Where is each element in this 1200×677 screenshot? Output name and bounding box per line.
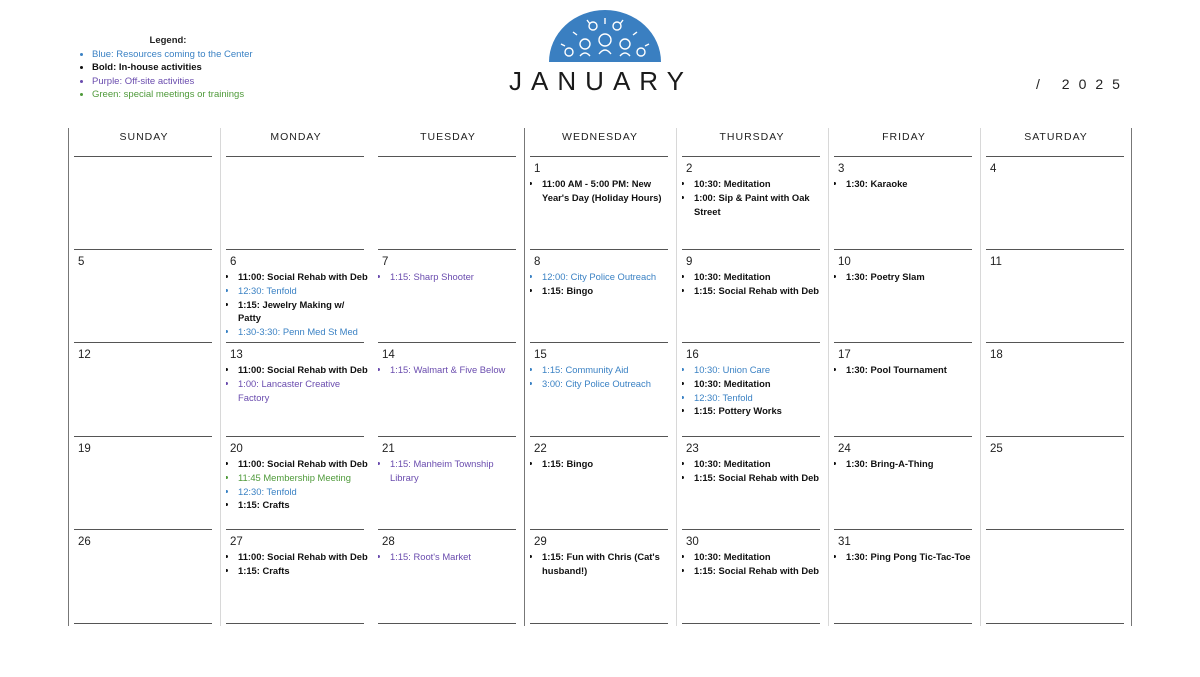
event-item[interactable]: • 1:30: Poetry Slam bbox=[846, 270, 976, 284]
day-cell[interactable] bbox=[986, 255, 1128, 340]
day-cell[interactable] bbox=[986, 442, 1128, 527]
event-list bbox=[682, 550, 824, 578]
column-divider bbox=[980, 128, 981, 626]
day-number bbox=[382, 162, 520, 176]
cell-rule bbox=[834, 529, 972, 530]
event-item[interactable]: • 11:00: Social Rehab with Deb bbox=[238, 550, 368, 564]
day-cell[interactable] bbox=[74, 255, 216, 340]
event-item[interactable]: • 1:15: Crafts bbox=[238, 564, 368, 578]
cell-rule bbox=[834, 342, 972, 343]
day-number bbox=[990, 535, 1128, 549]
legend-item-blue: • Blue: Resources coming to the Center bbox=[92, 48, 338, 62]
event-list bbox=[530, 550, 672, 578]
cell-rule bbox=[378, 529, 516, 530]
event-item[interactable]: • 11:00: Social Rehab with Deb bbox=[238, 270, 368, 284]
cell-rule bbox=[74, 529, 212, 530]
cell-rule bbox=[834, 249, 972, 250]
day-cell[interactable] bbox=[986, 162, 1128, 247]
cell-rule bbox=[74, 249, 212, 250]
day-number bbox=[230, 162, 368, 176]
event-item[interactable]: • 1:15: Crafts bbox=[238, 498, 368, 512]
day-number: 10 bbox=[838, 256, 851, 268]
event-item[interactable]: • 1:15: Social Rehab with Deb bbox=[694, 564, 824, 578]
weekday-header: FRIDAY bbox=[882, 131, 926, 143]
day-number: 26 bbox=[78, 536, 91, 548]
cell-rule bbox=[226, 156, 364, 157]
event-list bbox=[530, 270, 672, 298]
sunburst-logo-icon bbox=[547, 10, 663, 62]
column-divider bbox=[1131, 128, 1132, 626]
weekday-header: WEDNESDAY bbox=[562, 131, 638, 143]
event-list bbox=[834, 177, 976, 191]
cell-rule bbox=[530, 436, 668, 437]
event-item[interactable]: • 1:15: Sharp Shooter bbox=[390, 270, 520, 284]
event-item[interactable]: • 10:30: Meditation bbox=[694, 550, 824, 564]
day-number: 2 bbox=[686, 163, 693, 175]
day-cell[interactable] bbox=[226, 255, 368, 340]
day-cell[interactable] bbox=[74, 535, 216, 620]
cell-rule bbox=[378, 436, 516, 437]
day-cell[interactable] bbox=[986, 535, 1128, 620]
day-cell[interactable] bbox=[682, 255, 824, 340]
event-list bbox=[226, 457, 368, 512]
cell-rule bbox=[226, 436, 364, 437]
day-cell[interactable] bbox=[226, 442, 368, 527]
cell-rule bbox=[74, 342, 212, 343]
cell-rule bbox=[986, 529, 1124, 530]
cell-rule bbox=[378, 156, 516, 157]
day-cell[interactable] bbox=[378, 255, 520, 340]
event-item[interactable]: • 11:00: Social Rehab with Deb bbox=[238, 363, 368, 377]
day-number: 28 bbox=[382, 536, 395, 548]
event-item[interactable]: • 1:15: Walmart & Five Below bbox=[390, 363, 520, 377]
day-cell[interactable] bbox=[682, 535, 824, 620]
cell-rule bbox=[834, 623, 972, 624]
cell-rule bbox=[682, 249, 820, 250]
event-list bbox=[682, 457, 824, 485]
event-item[interactable]: • 12:30: Tenfold bbox=[238, 485, 368, 499]
cell-rule bbox=[226, 249, 364, 250]
day-number: 18 bbox=[990, 349, 1003, 361]
cell-rule bbox=[226, 529, 364, 530]
legend-item-bold: • Bold: In-house activities bbox=[92, 61, 338, 75]
weekday-header: TUESDAY bbox=[420, 131, 476, 143]
day-number: 1 bbox=[534, 163, 541, 175]
day-number: 4 bbox=[990, 163, 997, 175]
event-item[interactable]: • 1:30: Ping Pong Tic-Tac-Toe bbox=[846, 550, 976, 564]
event-item[interactable]: • 1:00: Lancaster Creative Factory bbox=[238, 377, 368, 405]
event-item[interactable]: • 1:15: Community Aid bbox=[542, 363, 672, 377]
day-number: 27 bbox=[230, 536, 243, 548]
day-cell[interactable] bbox=[682, 348, 824, 433]
event-list bbox=[834, 550, 976, 564]
day-cell[interactable] bbox=[682, 162, 824, 247]
day-number: 29 bbox=[534, 536, 547, 548]
day-cell[interactable] bbox=[226, 348, 368, 433]
day-cell[interactable] bbox=[530, 535, 672, 620]
event-list bbox=[834, 363, 976, 377]
legend-item-green: • Green: special meetings or trainings bbox=[92, 88, 338, 102]
day-cell[interactable] bbox=[834, 442, 976, 527]
day-number: 9 bbox=[686, 256, 693, 268]
event-item[interactable]: • 1:30: Karaoke bbox=[846, 177, 976, 191]
event-list bbox=[226, 363, 368, 404]
day-number: 20 bbox=[230, 443, 243, 455]
event-item[interactable]: • 1:15: Social Rehab with Deb bbox=[694, 284, 824, 298]
event-item[interactable]: • 1:30: Bring-A-Thing bbox=[846, 457, 976, 471]
event-item[interactable]: • 12:00: City Police Outreach bbox=[542, 270, 672, 284]
day-cell[interactable] bbox=[682, 442, 824, 527]
event-list bbox=[378, 457, 520, 485]
day-number: 25 bbox=[990, 443, 1003, 455]
cell-rule bbox=[986, 342, 1124, 343]
event-list bbox=[226, 550, 368, 578]
day-number bbox=[78, 162, 216, 176]
event-item[interactable]: • 10:30: Meditation bbox=[694, 177, 824, 191]
day-cell[interactable] bbox=[378, 348, 520, 433]
column-divider bbox=[524, 128, 525, 626]
event-item[interactable]: • 10:30: Union Care bbox=[694, 363, 824, 377]
day-cell[interactable] bbox=[378, 442, 520, 527]
event-item[interactable]: • 1:15: Bingo bbox=[542, 284, 672, 298]
cell-rule bbox=[682, 436, 820, 437]
day-cell[interactable] bbox=[834, 535, 976, 620]
day-number: 21 bbox=[382, 443, 395, 455]
cell-rule bbox=[74, 436, 212, 437]
event-item[interactable]: • 1:15: Jewelry Making w/ Patty bbox=[238, 298, 368, 326]
cell-rule bbox=[682, 529, 820, 530]
day-cell[interactable] bbox=[834, 255, 976, 340]
event-list bbox=[834, 457, 976, 471]
legend-title: Legend: bbox=[149, 35, 187, 46]
event-item[interactable]: • 1:30: Pool Tournament bbox=[846, 363, 976, 377]
event-list bbox=[378, 270, 520, 284]
cell-rule bbox=[378, 342, 516, 343]
day-number: 31 bbox=[838, 536, 851, 548]
day-cell[interactable] bbox=[226, 535, 368, 620]
cell-rule bbox=[378, 249, 516, 250]
event-list bbox=[226, 270, 368, 339]
column-divider bbox=[828, 128, 829, 626]
event-item[interactable]: • 3:00: City Police Outreach bbox=[542, 377, 672, 391]
legend-list bbox=[78, 48, 338, 102]
event-item[interactable]: • 1:15: Pottery Works bbox=[694, 404, 824, 418]
day-number: 19 bbox=[78, 443, 91, 455]
day-number: 16 bbox=[686, 349, 699, 361]
day-number: 11 bbox=[990, 256, 1002, 268]
cell-rule bbox=[74, 623, 212, 624]
weekday-header: SATURDAY bbox=[1024, 131, 1088, 143]
cell-rule bbox=[834, 436, 972, 437]
cell-rule bbox=[986, 156, 1124, 157]
event-list bbox=[682, 177, 824, 218]
day-number: 14 bbox=[382, 349, 395, 361]
day-cell[interactable] bbox=[226, 162, 368, 247]
day-number: 23 bbox=[686, 443, 699, 455]
event-item[interactable]: • 1:15: Social Rehab with Deb bbox=[694, 471, 824, 485]
day-number: 8 bbox=[534, 256, 541, 268]
cell-rule bbox=[834, 156, 972, 157]
event-item[interactable]: • 12:30: Tenfold bbox=[694, 391, 824, 405]
event-item[interactable]: • 1:30-3:30: Penn Med St Med bbox=[238, 325, 368, 339]
column-divider bbox=[220, 128, 221, 626]
day-cell[interactable] bbox=[74, 162, 216, 247]
event-item[interactable]: • 1:15: Bingo bbox=[542, 457, 672, 471]
cell-rule bbox=[682, 623, 820, 624]
event-list bbox=[530, 363, 672, 391]
day-number: 12 bbox=[78, 349, 91, 361]
cell-rule bbox=[530, 623, 668, 624]
cell-rule bbox=[530, 249, 668, 250]
event-item[interactable]: • 1:15: Manheim Township Library bbox=[390, 457, 520, 485]
day-cell[interactable] bbox=[986, 348, 1128, 433]
event-list bbox=[682, 363, 824, 418]
cell-rule bbox=[986, 623, 1124, 624]
day-number: 15 bbox=[534, 349, 547, 361]
cell-rule bbox=[226, 342, 364, 343]
event-list bbox=[530, 177, 672, 205]
cell-rule bbox=[226, 623, 364, 624]
cell-rule bbox=[530, 342, 668, 343]
cell-rule bbox=[530, 156, 668, 157]
cell-rule bbox=[682, 342, 820, 343]
calendar-grid bbox=[68, 128, 1132, 626]
event-item[interactable]: • 1:15: Fun with Chris (Cat's husband!) bbox=[542, 550, 672, 578]
legend bbox=[78, 34, 338, 102]
day-number: 3 bbox=[838, 163, 845, 175]
event-list bbox=[530, 457, 672, 471]
event-item[interactable]: • 12:30: Tenfold bbox=[238, 284, 368, 298]
day-cell[interactable] bbox=[834, 162, 976, 247]
cell-rule bbox=[530, 529, 668, 530]
day-number: 13 bbox=[230, 349, 243, 361]
weekday-header: SUNDAY bbox=[119, 131, 169, 143]
event-item[interactable]: • 10:30: Meditation bbox=[694, 457, 824, 471]
event-item[interactable]: • 1:00: Sip & Paint with Oak Street bbox=[694, 191, 824, 219]
day-number: 7 bbox=[382, 256, 389, 268]
legend-item-purple: • Purple: Off-site activities bbox=[92, 75, 338, 89]
day-cell[interactable] bbox=[834, 348, 976, 433]
day-cell[interactable] bbox=[74, 442, 216, 527]
event-item[interactable]: • 10:30: Meditation bbox=[694, 377, 824, 391]
day-cell[interactable] bbox=[378, 162, 520, 247]
day-number: 6 bbox=[230, 256, 237, 268]
event-list bbox=[378, 363, 520, 377]
weekday-header: MONDAY bbox=[270, 131, 322, 143]
day-number: 30 bbox=[686, 536, 699, 548]
year-label: / 2025 bbox=[1036, 76, 1129, 92]
event-item[interactable]: • 11:00: Social Rehab with Deb bbox=[238, 457, 368, 471]
day-number: 24 bbox=[838, 443, 851, 455]
day-number: 17 bbox=[838, 349, 851, 361]
cell-rule bbox=[986, 249, 1124, 250]
day-number: 5 bbox=[78, 256, 85, 268]
event-item[interactable]: • 11:00 AM - 5:00 PM: New Year's Day (Holiday Hours) bbox=[542, 177, 672, 205]
day-cell[interactable] bbox=[530, 255, 672, 340]
day-cell[interactable] bbox=[530, 162, 672, 247]
column-divider bbox=[68, 128, 69, 626]
event-list bbox=[834, 270, 976, 284]
event-item[interactable]: • 10:30: Meditation bbox=[694, 270, 824, 284]
weekday-header: THURSDAY bbox=[719, 131, 785, 143]
column-divider bbox=[676, 128, 677, 626]
event-list bbox=[378, 550, 520, 564]
cell-rule bbox=[682, 156, 820, 157]
cell-rule bbox=[378, 623, 516, 624]
day-cell[interactable] bbox=[530, 348, 672, 433]
day-number: 22 bbox=[534, 443, 547, 455]
day-cell[interactable] bbox=[530, 442, 672, 527]
day-cell[interactable] bbox=[378, 535, 520, 620]
event-item[interactable]: • 11:45 Membership Meeting bbox=[238, 471, 368, 485]
event-item[interactable]: • 1:15: Root's Market bbox=[390, 550, 520, 564]
event-list bbox=[682, 270, 824, 298]
cell-rule bbox=[986, 436, 1124, 437]
month-title: JANUARY bbox=[509, 66, 693, 96]
day-cell[interactable] bbox=[74, 348, 216, 433]
cell-rule bbox=[74, 156, 212, 157]
